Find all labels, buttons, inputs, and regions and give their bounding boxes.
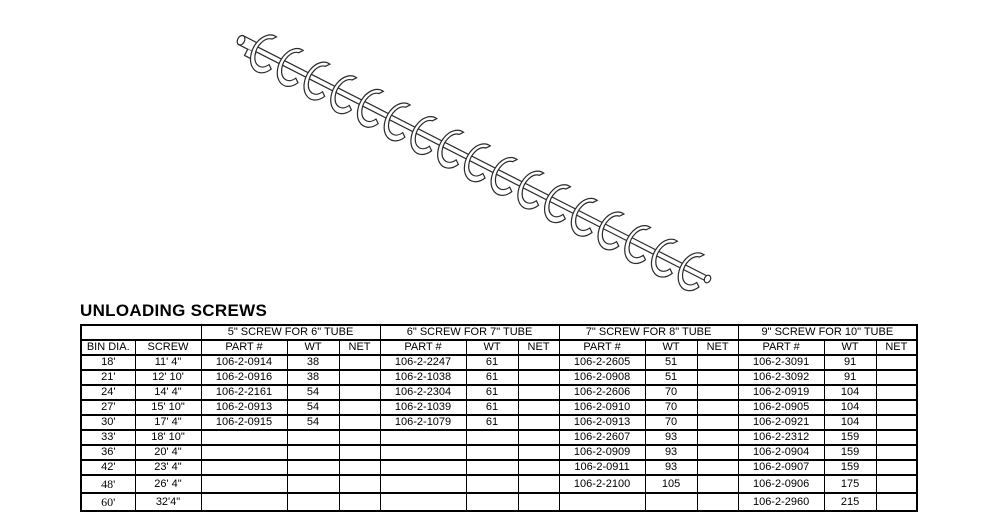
- wt-cell: [287, 445, 339, 460]
- net-cell: [876, 355, 917, 370]
- part-number-cell: 106-2-1079: [380, 415, 466, 430]
- net-cell: [876, 385, 917, 400]
- group-header-5in: 5" SCREW FOR 6" TUBE: [201, 325, 380, 340]
- group-header-6in: 6" SCREW FOR 7" TUBE: [380, 325, 559, 340]
- auger-shaft: [254, 45, 712, 284]
- table-row: [81, 493, 917, 511]
- wt-cell: 105: [645, 475, 697, 493]
- table-row: [81, 475, 917, 493]
- col-header-wt: WT: [645, 340, 697, 355]
- net-cell: [876, 415, 917, 430]
- part-number-cell: 106-2-0919: [738, 385, 824, 400]
- part-number-cell: 106-2-0905: [738, 400, 824, 415]
- net-cell: [697, 400, 738, 415]
- part-number-cell: 106-2-2312: [738, 430, 824, 445]
- col-header-screw: SCREW: [135, 340, 201, 355]
- col-header-part: PART #: [738, 340, 824, 355]
- part-number-cell: 106-2-0907: [738, 460, 824, 475]
- wt-cell: [466, 493, 518, 511]
- bin-dia-cell: 18': [81, 355, 135, 370]
- part-number-cell: 106-2-2605: [559, 355, 645, 370]
- net-cell: [339, 493, 380, 511]
- bin-dia-cell: 30': [81, 415, 135, 430]
- unloading-screw-drawing: [232, 14, 752, 314]
- part-number-cell: [201, 445, 287, 460]
- bin-dia-cell: 24': [81, 385, 135, 400]
- wt-cell: [466, 445, 518, 460]
- net-cell: [518, 430, 559, 445]
- unloading-screws-table: [80, 324, 918, 512]
- net-cell: [518, 355, 559, 370]
- part-number-cell: [380, 475, 466, 493]
- col-header-bin-dia: BIN DIA.: [81, 340, 135, 355]
- screw-length-cell: 18' 10": [135, 430, 201, 445]
- net-cell: [339, 355, 380, 370]
- wt-cell: 70: [645, 385, 697, 400]
- wt-cell: 104: [824, 385, 876, 400]
- bin-dia-cell: 60': [81, 493, 135, 511]
- table-row: [81, 355, 917, 370]
- net-cell: [876, 370, 917, 385]
- net-cell: [876, 460, 917, 475]
- shaft-end-cap: [703, 274, 712, 284]
- part-number-cell: [380, 493, 466, 511]
- part-number-cell: [559, 493, 645, 511]
- net-cell: [697, 355, 738, 370]
- net-cell: [339, 445, 380, 460]
- wt-cell: [466, 475, 518, 493]
- screw-length-cell: 26' 4": [135, 475, 201, 493]
- part-number-cell: 106-2-1038: [380, 370, 466, 385]
- part-number-cell: 106-2-2247: [380, 355, 466, 370]
- part-number-cell: 106-2-0921: [738, 415, 824, 430]
- bin-dia-cell: 21': [81, 370, 135, 385]
- wt-cell: 61: [466, 385, 518, 400]
- col-header-part: PART #: [380, 340, 466, 355]
- bin-dia-cell: 33': [81, 430, 135, 445]
- part-number-cell: 106-2-0906: [738, 475, 824, 493]
- wt-cell: [287, 430, 339, 445]
- net-cell: [339, 385, 380, 400]
- group-header-9in: 9" SCREW FOR 10" TUBE: [738, 325, 917, 340]
- wt-cell: 61: [466, 370, 518, 385]
- wt-cell: 93: [645, 445, 697, 460]
- col-header-part: PART #: [559, 340, 645, 355]
- net-cell: [518, 370, 559, 385]
- bin-dia-cell: 27': [81, 400, 135, 415]
- part-number-cell: 106-2-0911: [559, 460, 645, 475]
- wt-cell: 54: [287, 400, 339, 415]
- screws-table-body: [81, 355, 917, 511]
- net-cell: [518, 460, 559, 475]
- group-header-row: [81, 325, 917, 340]
- wt-cell: 54: [287, 415, 339, 430]
- col-header-part: PART #: [201, 340, 287, 355]
- wt-cell: 104: [824, 415, 876, 430]
- part-number-cell: 106-2-0904: [738, 445, 824, 460]
- net-cell: [697, 493, 738, 511]
- net-cell: [339, 430, 380, 445]
- table-row: [81, 460, 917, 475]
- part-number-cell: [201, 460, 287, 475]
- wt-cell: [287, 493, 339, 511]
- net-cell: [518, 493, 559, 511]
- part-number-cell: 106-2-1039: [380, 400, 466, 415]
- wt-cell: 51: [645, 355, 697, 370]
- part-number-cell: 106-2-2607: [559, 430, 645, 445]
- wt-cell: 91: [824, 355, 876, 370]
- screw-length-cell: 14' 4": [135, 385, 201, 400]
- net-cell: [697, 370, 738, 385]
- wt-cell: [645, 493, 697, 511]
- part-number-cell: 106-2-0913: [559, 415, 645, 430]
- part-number-cell: 106-2-3091: [738, 355, 824, 370]
- group-header-7in: 7" SCREW FOR 8" TUBE: [559, 325, 738, 340]
- wt-cell: 215: [824, 493, 876, 511]
- net-cell: [697, 430, 738, 445]
- wt-cell: 91: [824, 370, 876, 385]
- part-number-cell: 106-2-0915: [201, 415, 287, 430]
- bin-dia-cell: 36': [81, 445, 135, 460]
- col-header-wt: WT: [824, 340, 876, 355]
- screw-length-cell: 15' 10": [135, 400, 201, 415]
- wt-cell: 61: [466, 400, 518, 415]
- screw-length-cell: 17' 4": [135, 415, 201, 430]
- part-number-cell: [380, 445, 466, 460]
- col-header-net: NET: [876, 340, 917, 355]
- auger-flighting: [244, 30, 713, 295]
- column-header-row: [81, 340, 917, 355]
- part-number-cell: 106-2-0916: [201, 370, 287, 385]
- net-cell: [518, 475, 559, 493]
- table-row: [81, 445, 917, 460]
- net-cell: [697, 385, 738, 400]
- table-row: [81, 430, 917, 445]
- wt-cell: 93: [645, 430, 697, 445]
- net-cell: [876, 475, 917, 493]
- part-number-cell: 106-2-2100: [559, 475, 645, 493]
- net-cell: [876, 445, 917, 460]
- col-header-wt: WT: [287, 340, 339, 355]
- part-number-cell: [201, 475, 287, 493]
- wt-cell: 61: [466, 415, 518, 430]
- table-row: [81, 415, 917, 430]
- wt-cell: 175: [824, 475, 876, 493]
- part-number-cell: 106-2-2960: [738, 493, 824, 511]
- wt-cell: 38: [287, 370, 339, 385]
- net-cell: [876, 400, 917, 415]
- part-number-cell: 106-2-0914: [201, 355, 287, 370]
- wt-cell: 70: [645, 415, 697, 430]
- net-cell: [697, 415, 738, 430]
- net-cell: [339, 370, 380, 385]
- col-header-net: NET: [339, 340, 380, 355]
- net-cell: [876, 493, 917, 511]
- net-cell: [697, 475, 738, 493]
- col-header-wt: WT: [466, 340, 518, 355]
- part-number-cell: 106-2-0910: [559, 400, 645, 415]
- page-title: UNLOADING SCREWS: [80, 301, 268, 320]
- bin-dia-cell: 42': [81, 460, 135, 475]
- wt-cell: 70: [645, 400, 697, 415]
- part-number-cell: [380, 430, 466, 445]
- part-number-cell: 106-2-0909: [559, 445, 645, 460]
- part-number-cell: [380, 460, 466, 475]
- screw-length-cell: 23' 4": [135, 460, 201, 475]
- wt-cell: 51: [645, 370, 697, 385]
- net-cell: [518, 400, 559, 415]
- col-header-net: NET: [697, 340, 738, 355]
- net-cell: [339, 475, 380, 493]
- part-number-cell: 106-2-2606: [559, 385, 645, 400]
- wt-cell: [466, 430, 518, 445]
- net-cell: [339, 400, 380, 415]
- part-number-cell: 106-2-0913: [201, 400, 287, 415]
- bin-dia-cell: 48': [81, 475, 135, 493]
- screw-length-cell: 32'4": [135, 493, 201, 511]
- wt-cell: [287, 460, 339, 475]
- wt-cell: 159: [824, 430, 876, 445]
- wt-cell: 104: [824, 400, 876, 415]
- screw-length-cell: 11' 4": [135, 355, 201, 370]
- col-header-net: NET: [518, 340, 559, 355]
- wt-cell: 159: [824, 445, 876, 460]
- wt-cell: 61: [466, 355, 518, 370]
- wt-cell: 93: [645, 460, 697, 475]
- part-number-cell: 106-2-2161: [201, 385, 287, 400]
- wt-cell: 159: [824, 460, 876, 475]
- net-cell: [697, 445, 738, 460]
- net-cell: [876, 430, 917, 445]
- screw-length-cell: 12' 10': [135, 370, 201, 385]
- net-cell: [697, 460, 738, 475]
- wt-cell: 54: [287, 385, 339, 400]
- wt-cell: [287, 475, 339, 493]
- table-row: [81, 370, 917, 385]
- table-row: [81, 400, 917, 415]
- wt-cell: [466, 460, 518, 475]
- net-cell: [518, 415, 559, 430]
- net-cell: [518, 445, 559, 460]
- wt-cell: 38: [287, 355, 339, 370]
- part-number-cell: [201, 493, 287, 511]
- table-row: [81, 385, 917, 400]
- net-cell: [339, 460, 380, 475]
- part-number-cell: 106-2-3092: [738, 370, 824, 385]
- screw-length-cell: 20' 4": [135, 445, 201, 460]
- corner-blank-cell: [81, 325, 201, 340]
- part-number-cell: [201, 430, 287, 445]
- net-cell: [339, 415, 380, 430]
- part-number-cell: 106-2-2304: [380, 385, 466, 400]
- net-cell: [518, 385, 559, 400]
- part-number-cell: 106-2-0908: [559, 370, 645, 385]
